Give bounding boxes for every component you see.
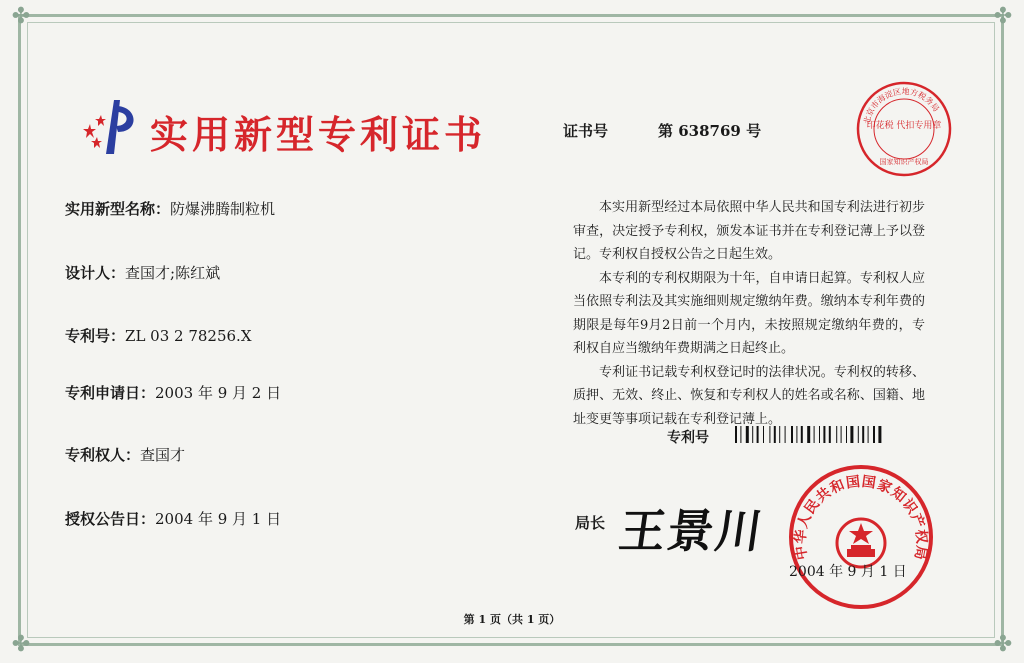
certificate-number-label: 证书号 <box>563 122 609 140</box>
barcode-bar <box>779 426 780 443</box>
corner-ornament-bottom-right: ✤ <box>993 632 1013 657</box>
body-paragraph: 本实用新型经过本局依照中华人民共和国专利法进行初步审查，决定授予专利权，颁发本证书并在专利登记薄上予以登记。专利权自授权公告之日起生效。 <box>573 200 925 262</box>
field-patentee <box>65 444 185 465</box>
field-utility-model-name <box>65 198 275 219</box>
director-label: 局长 <box>575 514 606 532</box>
big-seal-ring-text: 中华人民共和国国家知识产权局 <box>792 473 930 562</box>
corner-ornament-top-right: ✤ <box>993 4 1013 29</box>
barcode-bar <box>785 426 786 443</box>
field-label: 授权公告日： <box>65 510 156 528</box>
patent-office-logo-icon <box>80 98 142 156</box>
certificate-number <box>563 120 761 141</box>
barcode-bar <box>836 426 837 443</box>
corner-ornament-bottom-left: ✤ <box>11 632 31 657</box>
field-patent-number <box>65 325 252 346</box>
barcode-bar <box>735 426 737 443</box>
barcode-bar <box>873 426 875 443</box>
barcode-bar <box>829 426 831 443</box>
national-emblem-icon <box>837 519 885 567</box>
barcode-bar <box>878 426 881 443</box>
barcode-bar <box>763 426 764 443</box>
barcode-bar <box>814 426 815 443</box>
barcode-bar <box>819 426 820 443</box>
barcode-bar <box>862 426 864 443</box>
field-grant-date <box>65 508 281 529</box>
barcode-bar <box>850 426 853 443</box>
corner-ornament-top-left: ✤ <box>11 4 31 29</box>
field-label: 专利权人： <box>65 446 141 464</box>
certificate-body-text <box>573 196 925 431</box>
barcode-bar <box>846 426 847 443</box>
patent-number-label: 专利号 <box>667 430 709 446</box>
patent-office-seal-stamp <box>787 463 935 611</box>
field-label: 设计人： <box>65 264 126 282</box>
field-value: ZL 03 2 78256.X <box>125 327 252 345</box>
field-label: 专利号： <box>65 327 126 345</box>
barcode-bar <box>796 426 797 443</box>
barcode-bar <box>774 426 776 443</box>
field-value: 防爆沸腾制粒机 <box>170 200 276 218</box>
small-seal-bottom-text: 国家知识产权局 <box>879 158 929 166</box>
barcode-bar <box>841 426 842 443</box>
barcode-bar <box>868 426 869 443</box>
issue-date: 2004 年 9 月 1 日 <box>789 564 907 580</box>
field-label: 实用新型名称： <box>65 200 171 218</box>
field-value: 2004 年 9 月 1 日 <box>155 510 282 528</box>
field-value: 查国才 <box>140 446 186 464</box>
barcode-bar <box>746 426 749 443</box>
field-application-date <box>65 382 281 403</box>
director-signature: 王景川 <box>615 504 768 558</box>
barcode-bar <box>823 426 825 443</box>
barcode-bar <box>858 426 859 443</box>
field-value: 查国才;陈红斌 <box>125 264 221 282</box>
field-value: 2003 年 9 月 2 日 <box>155 384 282 402</box>
barcode-bar <box>740 426 741 443</box>
page-footer: 第 1 页（共 1 页） <box>463 613 561 626</box>
barcode-bar <box>757 426 759 443</box>
barcode <box>735 426 925 443</box>
small-seal-center-text: 印花税 代扣专用章 <box>866 121 942 131</box>
field-label: 专利申请日： <box>65 384 156 402</box>
certificate-title: 实用新型专利证书 <box>150 113 487 157</box>
barcode-bar <box>791 426 793 443</box>
svg-text:北京市海淀区地方税务局 <box>861 86 940 125</box>
barcode-bar <box>801 426 803 443</box>
barcode-bar <box>752 426 753 443</box>
field-designer <box>65 262 220 283</box>
certificate-number-value: 第 638769 号 <box>658 122 762 140</box>
body-paragraph: 本专利的专利权期限为十年，自申请日起算。专利权人应当依照专利法及其实施细则规定缴纳年费。缴纳本专利年费的期限是每年9月2日前一个月内，未按照规定缴纳年费的，专利权自应当缴纳年费期满之日起终止。 <box>573 270 925 356</box>
barcode-bar <box>769 426 770 443</box>
tax-seal-stamp <box>855 80 953 178</box>
barcode-bar <box>807 426 810 443</box>
small-seal-ring-text: 北京市海淀区地方税务局 <box>862 86 941 126</box>
body-paragraph: 专利证书记载专利权登记时的法律状况。专利权的转移、质押、无效、终止、恢复和专利权人的姓名或名称、国籍、地址变更等事项记载在专利登记薄上。 <box>573 364 925 427</box>
